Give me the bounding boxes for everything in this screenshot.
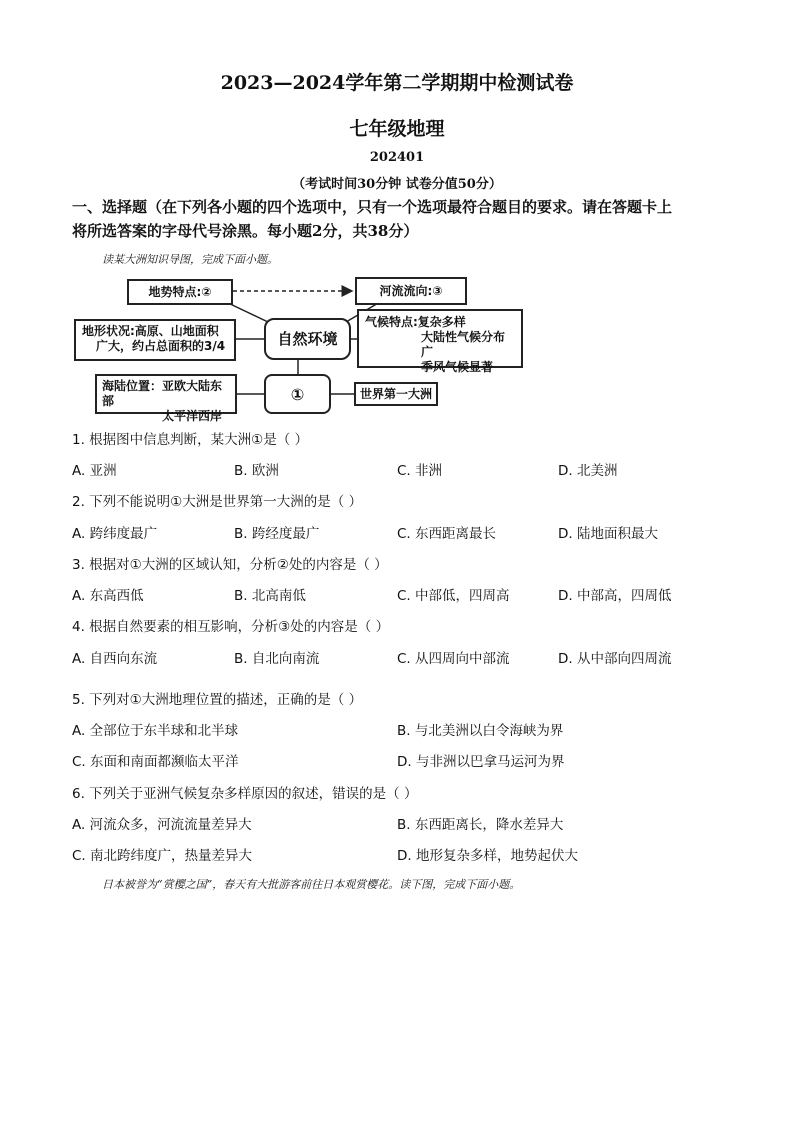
q6-option-b: B. 东西距离长，降水差异大 (397, 817, 564, 833)
landform-box (74, 319, 236, 361)
location-box (95, 374, 237, 423)
q1-option-b: B. 欧洲 (234, 463, 279, 479)
climate-line2: 大陆性气候分布广 (421, 330, 506, 359)
q5-option-d: D. 与非洲以巴拿马运河为界 (397, 754, 565, 770)
climate-line1: 气候特点:复杂多样 (365, 315, 466, 329)
question-1: 1. 根据图中信息判断，某大洲①是（ ） (72, 432, 309, 448)
q1-option-c: C. 非洲 (397, 463, 443, 479)
river-box (355, 277, 467, 305)
exam-title: 2023—2024学年第二学期期中检测试卷 (220, 72, 574, 94)
largest-continent-box (354, 382, 438, 406)
q6-option-d: D. 地形复杂多样，地势起伏大 (397, 848, 578, 864)
natural-environment-label: 自然环境 (277, 329, 338, 348)
q2-option-d: D. 陆地面积最大 (558, 526, 658, 542)
river-label: 河流流向:③ (379, 283, 443, 298)
q5-option-c: C. 东面和南面都濒临太平洋 (72, 754, 239, 770)
terrain-box (127, 279, 233, 305)
q3-option-d: D. 中部高，四周低 (558, 588, 672, 604)
question-2: 2. 下列不能说明①大洲是世界第一大洲的是（ ） (72, 494, 363, 510)
exam-info: （考试时间30分钟 试卷分值50分） (292, 177, 502, 192)
q1-option-a: A. 亚洲 (72, 463, 117, 479)
section-heading-line2: 将所选答案的字母代号涂黑。每小题2分，共38分） (72, 222, 419, 240)
next-instruction: 日本被誉为“赏樱之国”，春天有大批游客前往日本观赏樱花。读下图，完成下面小题。 (102, 878, 521, 891)
q1-option-d: D. 北美洲 (558, 463, 618, 479)
terrain-label: 地势特点:② (148, 284, 212, 299)
q6-option-c: C. 南北跨纬度广，热量差异大 (72, 848, 253, 864)
diagram-instruction: 读某大洲知识导图，完成下面小题。 (102, 253, 278, 266)
question-4: 4. 根据自然要素的相互影响，分析③处的内容是（ ） (72, 619, 390, 635)
q5-option-a: A. 全部位于东半球和北半球 (72, 723, 239, 739)
q5-option-b: B. 与北美洲以白令海峡为界 (397, 723, 564, 739)
q3-option-b: B. 北高南低 (234, 588, 306, 604)
question-3: 3. 根据对①大洲的区域认知，分析②处的内容是（ ） (72, 557, 388, 573)
exam-code: 202401 (369, 150, 425, 165)
q2-option-c: C. 东西距离最长 (397, 526, 497, 542)
climate-line3: 季风气候显著 (421, 360, 494, 374)
q4-option-d: D. 从中部向四周流 (558, 651, 672, 667)
natural-environment-box (264, 318, 351, 360)
section-heading-line1: 一、选择题（在下列各小题的四个选项中，只有一个选项最符合题目的要求。请在答题卡上 (72, 198, 673, 216)
q2-option-a: A. 跨纬度最广 (72, 526, 158, 542)
q3-option-c: C. 中部低，四周高 (397, 588, 510, 604)
q6-option-a: A. 河流众多，河流流量差异大 (72, 817, 252, 833)
landform-line1: 地形状况:高原、山地面积 (82, 324, 219, 338)
continent-label: ① (290, 384, 305, 404)
question-5: 5. 下列对①大洲地理位置的描述，正确的是（ ） (72, 692, 363, 708)
q3-option-a: A. 东高西低 (72, 588, 144, 604)
q4-option-b: B. 自北向南流 (234, 651, 320, 667)
continent-box (264, 374, 331, 414)
q4-option-c: C. 从四周向中部流 (397, 651, 510, 667)
location-line2: 太平洋西岸 (162, 409, 223, 423)
question-6: 6. 下列关于亚洲气候复杂多样原因的叙述，错误的是（ ） (72, 786, 418, 802)
climate-box (357, 309, 523, 374)
q4-option-a: A. 自西向东流 (72, 651, 158, 667)
location-line1: 海陆位置：亚欧大陆东部 (102, 379, 223, 408)
q2-option-b: B. 跨经度最广 (234, 526, 320, 542)
largest-continent-label: 世界第一大洲 (359, 386, 432, 401)
landform-line2: 广大，约占总面积的3/4 (96, 339, 226, 353)
subject-title: 七年级地理 (349, 118, 445, 140)
